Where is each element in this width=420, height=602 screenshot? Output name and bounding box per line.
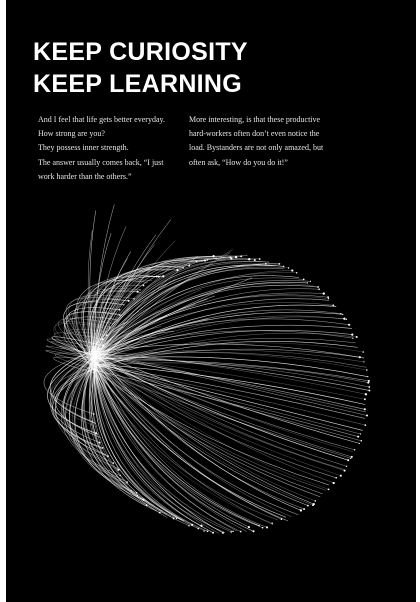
poster [6,0,416,602]
sphere-node [362,351,364,353]
sphere-node [117,469,119,471]
sphere-node [314,500,316,502]
sphere-node [300,509,302,511]
sphere-node [344,470,346,472]
sphere-strand [94,353,367,416]
sphere-node [139,289,140,290]
sphere-node [240,531,242,533]
sphere-node [281,518,283,520]
sphere-node [259,258,261,260]
sphere-node [230,531,232,533]
sphere-node [207,530,209,532]
sphere-node [126,481,128,483]
sphere-node [107,455,109,457]
sphere-node [368,390,370,392]
sphere-node [136,492,138,494]
sphere-node [279,263,281,265]
sphere-node [112,462,114,464]
sphere-node [200,525,202,527]
sphere-node [266,526,268,528]
sphere-node [318,288,320,290]
sphere-node [288,267,289,268]
sphere-node [95,432,97,434]
sphere-node [357,436,359,438]
sphere-node [252,530,254,532]
sphere-node [368,386,370,388]
sphere-node [351,333,353,335]
sphere-node [176,518,177,519]
sphere-node [328,488,330,490]
sphere-node [367,376,368,377]
sphere-node [312,504,314,506]
headline-line-1: KEEP CURIOSITY [33,38,248,66]
sphere-node [346,319,347,320]
sphere-node [173,517,175,519]
sphere-node [361,440,363,442]
sphere-node [117,467,118,468]
sphere-node [333,482,335,484]
sphere-node [310,281,311,282]
body-line: work harder than the others.” [38,171,132,181]
body-line: hard-workers often don’t even notice the [189,129,320,139]
sphere-strand [95,258,226,355]
sphere-strand [91,259,259,366]
sphere-node [303,279,305,281]
sphere-node [360,433,361,434]
sphere-node [364,398,366,400]
sphere-strand [93,351,267,527]
sphere-node [188,525,190,527]
sphere-node [203,530,204,531]
sphere-node [102,447,104,449]
sphere-node [191,524,193,526]
sphere-glow [82,326,114,394]
sphere-strand [96,352,301,510]
sphere-node [364,424,366,426]
sphere-strand [92,356,348,461]
sphere-node [212,532,214,534]
sphere-node [232,531,233,532]
sphere-node [359,443,360,444]
sphere-node [130,490,131,491]
body-line: They possess inner strength. [38,143,129,153]
sphere-node [351,456,353,458]
sphere-node [343,318,345,320]
sphere-node [348,324,350,326]
sphere-node [364,408,366,410]
sphere-node [354,449,355,450]
sphere-node [367,382,369,384]
sphere-node [291,269,293,271]
sphere-node [119,475,120,476]
sphere-node [328,298,329,299]
body-line: The answer usually comes back, “I just [38,157,164,167]
sphere-node [262,527,264,529]
sphere-node [137,495,138,496]
sphere-node [366,415,368,417]
sphere-node [352,338,353,339]
sphere-node [347,459,349,461]
sphere-node [366,369,368,371]
headline-line-2: KEEP LEARNING [33,70,243,98]
sphere-node [296,272,298,274]
sphere-node [335,477,337,479]
sphere-node [142,499,144,501]
sphere-node [303,508,305,510]
sphere-node [159,512,161,514]
sphere-node [340,475,342,477]
sphere-node [346,466,347,467]
sphere-node [323,292,325,294]
sphere-node [327,296,329,298]
body-line: How strong are you? [38,129,105,139]
sphere-node [365,393,367,395]
line-sphere-illustration [6,0,416,602]
sphere-node [254,259,256,261]
sphere-node [307,282,308,283]
sphere-strand [92,367,249,527]
sphere-strand [94,367,263,528]
sphere-node [271,522,273,524]
sphere-node [317,286,319,288]
sphere-node [93,413,94,414]
body-line: And I feel that life gets better everyday. [38,115,165,124]
sphere-node [350,458,351,459]
sphere-node [99,442,101,444]
sphere-node [342,314,343,315]
sphere-node [363,361,364,362]
sphere-node [307,505,309,507]
sphere-node [356,336,358,338]
body-line: More interesting, is that these productive [189,115,321,124]
sphere-node [197,528,199,530]
sphere-node [283,266,285,268]
body-line: often ask, “How do you do it!” [189,157,288,167]
sphere-node [259,525,260,526]
body-line: load. Bystanders are not only amazed, but [189,143,324,153]
sphere-node [222,532,224,534]
sphere-node [146,504,148,506]
sphere-node [248,526,250,528]
